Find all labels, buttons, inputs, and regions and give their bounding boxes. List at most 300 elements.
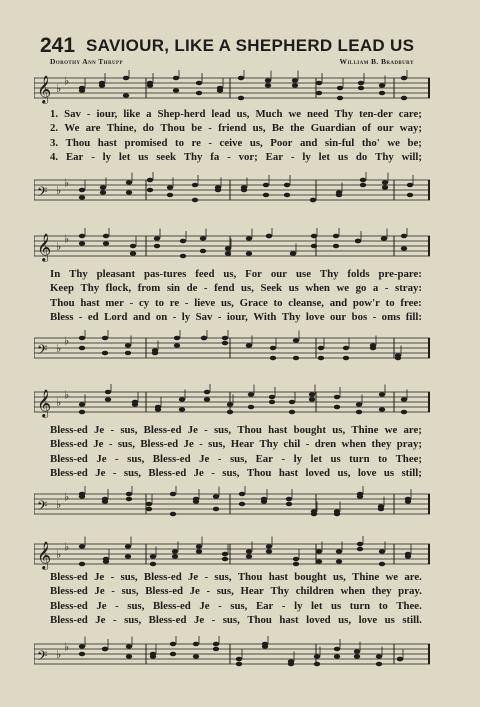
notehead [357, 494, 363, 499]
lyric-syllable: Much [255, 108, 283, 120]
notehead [401, 76, 407, 81]
lyric-syllable: Ear [265, 150, 284, 163]
notehead [125, 544, 131, 549]
notehead [200, 236, 206, 241]
lyric-line [50, 584, 422, 598]
lyric-syllable: to [174, 136, 184, 149]
lyric-syllable: Ear [255, 599, 274, 612]
notehead [79, 644, 85, 649]
notehead [265, 78, 271, 83]
lyric-syllable: us, [338, 613, 352, 626]
notehead [213, 507, 219, 512]
notehead [382, 180, 388, 185]
lyric-syllable: Bless-ed [145, 585, 184, 598]
lyric-syllable: Bless-ed [143, 424, 182, 436]
lyric-syllable: to [378, 599, 388, 612]
notehead [246, 554, 252, 559]
lyric-syllable: - [208, 122, 212, 135]
lyric-syllable: - [208, 136, 213, 149]
notehead [379, 549, 385, 554]
lyric-syllable: ed [87, 310, 99, 323]
lyric-syllable: our [329, 310, 347, 323]
notehead [378, 504, 384, 509]
notehead [102, 336, 108, 341]
lyric-syllable: are [85, 122, 101, 135]
notehead [201, 336, 207, 341]
lyric-line [50, 121, 422, 135]
lyric-syllable: Je [95, 613, 106, 626]
notehead [266, 549, 272, 554]
lyric-syllable: In [50, 268, 61, 280]
lyric-syllable: of [362, 122, 372, 135]
lyric-syllable: pleasant [96, 268, 136, 280]
notehead [266, 544, 272, 549]
lyric-syllable: Thy [319, 268, 339, 280]
notehead [167, 185, 173, 190]
notehead [395, 356, 401, 361]
notehead [125, 351, 131, 356]
lyric-syllable: Je [96, 452, 107, 465]
lyric-syllable: Thee; [395, 452, 422, 465]
lyric-syllable: us [383, 466, 395, 479]
lyric-syllable: us, [252, 122, 266, 135]
lyric-syllable: children [295, 585, 334, 598]
lyric-syllable: turn [349, 452, 370, 465]
treble-clef-icon: 𝄞 [37, 233, 52, 261]
flat-icon: ♭ [56, 498, 62, 511]
notehead [334, 405, 340, 410]
lyric-syllable: lieve [194, 296, 216, 309]
notehead [152, 348, 158, 353]
notehead [405, 552, 411, 557]
lyric-line [50, 267, 422, 281]
notehead [246, 236, 252, 241]
bass-clef-icon: 𝄢 [37, 342, 48, 361]
lyric-syllable: are; [403, 424, 422, 436]
hymn-number: 241 [40, 34, 76, 57]
lyric-syllable: Thine, [106, 122, 137, 135]
notehead [265, 83, 271, 88]
lyric-syllable: Thou [246, 466, 272, 479]
notehead [358, 81, 364, 86]
notehead [222, 557, 228, 562]
notehead [102, 499, 108, 504]
lyric-syllable: us, [241, 282, 254, 295]
lyric-syllable: folds [347, 268, 370, 280]
notehead [79, 336, 85, 341]
notehead [314, 662, 320, 667]
treble-staff [34, 384, 430, 420]
notehead [79, 652, 85, 657]
notehead [293, 356, 299, 361]
notehead [172, 549, 178, 554]
notehead [170, 492, 176, 497]
notehead [270, 356, 276, 361]
bass-clef-icon: 𝄢 [37, 184, 48, 203]
lyric-syllable: they [371, 585, 392, 598]
lyric-syllable: Je [189, 585, 200, 598]
verse-block [50, 423, 422, 480]
lyric-syllable: - [204, 571, 209, 583]
lyric-syllable: For [245, 268, 262, 280]
lyric-syllable: when [305, 282, 330, 295]
flat-icon: ♭ [64, 540, 70, 554]
notehead [132, 402, 138, 407]
lyric-line [50, 570, 422, 584]
notehead [379, 83, 385, 88]
lyric-syllable: pray; [396, 438, 422, 451]
lyric-syllable: we [336, 282, 350, 295]
lyric-syllable: Thy [69, 268, 88, 280]
notehead [225, 246, 231, 251]
lyric-syllable: hast [80, 296, 100, 309]
flat-icon: ♭ [64, 388, 70, 402]
lyric-syllable: feed [195, 268, 215, 280]
lyric-syllable: Thou [65, 136, 91, 149]
notehead [213, 647, 219, 652]
notehead [146, 502, 152, 507]
notehead [180, 239, 186, 244]
notehead [79, 494, 85, 499]
notehead [261, 497, 267, 502]
flat-icon: ♭ [64, 640, 70, 654]
lyric-syllable: sus, [222, 466, 240, 479]
notehead [241, 185, 247, 190]
notehead [293, 557, 299, 562]
lyric-syllable: our [377, 122, 394, 135]
notehead [126, 180, 132, 185]
notehead [397, 657, 403, 662]
lyric-syllable: Be [271, 122, 284, 135]
lyric-syllable: Ear [255, 452, 273, 465]
notehead [333, 234, 339, 239]
lyric-syllable: sus, [229, 452, 248, 465]
notehead [123, 76, 129, 81]
notehead [126, 190, 132, 195]
lyric-syllable: we [384, 424, 398, 436]
lyric-syllable: loved [306, 613, 331, 626]
notehead [125, 554, 131, 559]
lyric-syllable: bought [293, 424, 327, 436]
notehead [270, 346, 276, 351]
lyric-syllable: us, [236, 108, 250, 120]
lyric-syllable: bos [351, 310, 368, 323]
lyric-syllable: from [137, 282, 161, 295]
lyric-syllable: - [111, 585, 115, 598]
lyric-syllable: Thy [80, 282, 100, 295]
lyric-syllable: - [211, 613, 216, 626]
lyric-syllable: - [217, 310, 222, 323]
lyric-syllable: us [384, 613, 395, 626]
lyric-syllable: Bless-ed [143, 571, 182, 583]
notehead [248, 405, 254, 410]
lyric-syllable: - [184, 296, 189, 309]
bass-staff [34, 486, 430, 522]
lyric-syllable: 1. [50, 108, 59, 120]
notehead [407, 183, 413, 188]
lyric-syllable: - [217, 452, 222, 465]
notehead [292, 78, 298, 83]
notehead [343, 346, 349, 351]
lyric-line [50, 599, 422, 613]
flat-icon: ♭ [64, 232, 70, 246]
bass-staff [34, 172, 430, 208]
staff-lines [34, 636, 430, 672]
notehead [343, 356, 349, 361]
notehead [401, 96, 407, 101]
lyric-syllable: Grace [239, 296, 268, 309]
notehead [360, 178, 366, 183]
lyric-syllable: us [138, 150, 149, 163]
lyric-syllable: Je [183, 438, 194, 451]
notehead [379, 91, 385, 96]
notehead [227, 410, 233, 415]
lyric-syllable: a [372, 282, 379, 295]
lyric-syllable: Ear [65, 150, 84, 163]
notehead [147, 81, 153, 86]
notehead [284, 193, 290, 198]
notehead [204, 397, 210, 402]
lyric-syllable: let [118, 150, 131, 163]
notehead [100, 190, 106, 195]
notehead [222, 552, 228, 557]
lyric-syllable: our [270, 268, 288, 280]
lyric-syllable: - [206, 585, 211, 598]
lyric-syllable: ly [181, 310, 191, 323]
notehead [356, 402, 362, 407]
lyric-syllable: us, [249, 136, 263, 149]
lyric-syllable: sus, [230, 599, 248, 612]
lyric-syllable: - [91, 150, 95, 163]
lyric-syllable: sus, [213, 424, 232, 436]
notehead [103, 234, 109, 239]
lyric-syllable: Sav [64, 108, 81, 120]
lyric-syllable: to [154, 296, 164, 309]
bass-clef-icon: 𝄢 [37, 648, 48, 667]
notehead [193, 654, 199, 659]
notehead [239, 502, 245, 507]
notehead [318, 356, 324, 361]
notehead [174, 343, 180, 348]
lyric-syllable: Thy [259, 438, 279, 451]
notehead [336, 549, 342, 554]
lyric-syllable: - [108, 438, 113, 451]
lyric-syllable: love [305, 310, 325, 323]
lyric-syllable: like [123, 108, 141, 120]
lyric-syllable: - [112, 613, 117, 626]
lyric-syllable: sus, [120, 571, 138, 583]
lyric-syllable: vor; [238, 150, 258, 163]
lyric-syllable: Bless-ed [148, 613, 187, 626]
staff-lines [34, 70, 430, 106]
bass-staff [34, 636, 430, 672]
notehead [316, 549, 322, 554]
notehead [311, 234, 317, 239]
bass-clef-icon: 𝄢 [37, 498, 48, 517]
lyric-syllable: hast [97, 136, 117, 149]
notehead [126, 492, 132, 497]
lyric-syllable: do [355, 150, 368, 163]
lyric-syllable: Je [94, 571, 105, 583]
lyric-syllable: - [112, 466, 117, 479]
notehead [311, 512, 317, 517]
notehead [360, 183, 366, 188]
lyric-syllable: Je [96, 599, 107, 612]
notehead [236, 662, 242, 667]
notehead [269, 400, 275, 405]
notehead [401, 410, 407, 415]
lyric-syllable: - [129, 296, 134, 309]
notehead [196, 549, 202, 554]
lyric-syllable: us, [332, 571, 346, 583]
treble-clef-icon: 𝄞 [37, 389, 52, 417]
flat-icon: ♭ [64, 74, 70, 88]
notehead [150, 554, 156, 559]
treble-staff [34, 536, 430, 572]
notehead [293, 562, 299, 567]
notehead [333, 244, 339, 249]
lyric-syllable: - [204, 424, 208, 436]
flat-icon: ♭ [56, 648, 62, 661]
lyric-syllable: love [357, 466, 377, 479]
notehead [196, 544, 202, 549]
lyric-syllable: sus, [127, 452, 145, 465]
lyric-syllable: Bless [50, 310, 74, 323]
lyric-syllable: 3. [50, 136, 59, 149]
lyric-syllable: and [299, 136, 318, 149]
lyric-syllable: - [110, 424, 115, 436]
flat-icon: ♭ [56, 342, 62, 355]
lyric-syllable: - [199, 438, 203, 451]
lyric-syllable: sus, [216, 585, 234, 598]
lyric-syllable: sus, [121, 585, 139, 598]
notehead [150, 562, 156, 567]
lyric-syllable: Thou [160, 122, 185, 135]
lyric-syllable: care; [398, 108, 422, 120]
lyric-syllable: dren [314, 438, 337, 451]
notehead [358, 86, 364, 91]
lyric-syllable: Thy [270, 585, 290, 598]
notehead [263, 193, 269, 198]
lyric-syllable: Bless-ed [50, 424, 88, 436]
lyric-syllable: Je [187, 424, 198, 436]
lyric-syllable: do [142, 122, 155, 135]
notehead [79, 188, 85, 193]
lyric-syllable: Je [193, 466, 204, 479]
lyric-syllable: let [311, 599, 323, 612]
lyric-syllable: Hear [230, 438, 255, 451]
lyric-line [50, 452, 422, 466]
lyric-syllable: ten-der [359, 108, 393, 120]
notehead [102, 647, 108, 652]
notehead [196, 91, 202, 96]
lyric-syllable: 4. [50, 150, 59, 163]
notehead [334, 654, 340, 659]
lyric-syllable: friend [218, 122, 247, 135]
notehead [311, 244, 317, 249]
notehead [309, 392, 315, 397]
lyric-syllable: chil [283, 438, 301, 451]
lyric-line [50, 150, 422, 164]
lyric-syllable: seek [156, 150, 176, 163]
lyric-syllable: the [290, 122, 305, 135]
lyric-syllable: we [385, 571, 399, 583]
notehead [262, 642, 268, 647]
notehead [79, 544, 85, 549]
flat-icon: ♭ [64, 176, 70, 190]
lyric-syllable: are. [404, 571, 422, 583]
lyric-syllable: Thine [352, 571, 380, 583]
lyric-syllable: de [186, 282, 198, 295]
notehead [356, 410, 362, 415]
lyric-syllable: Thee. [396, 599, 422, 612]
notehead [105, 390, 111, 395]
notehead [379, 562, 385, 567]
lyric-syllable: pow'r [352, 296, 380, 309]
notehead [370, 346, 376, 351]
lyric-syllable: - [227, 150, 231, 163]
notehead [334, 647, 340, 652]
lyric-syllable: iour, [96, 108, 118, 120]
lyric-syllable: stray: [395, 282, 422, 295]
lyric-syllable: when [341, 438, 367, 451]
lyric-syllable: hast [268, 424, 288, 436]
lyric-syllable: sus, [222, 613, 240, 626]
notehead [204, 390, 210, 395]
lyric-syllable: to [273, 296, 283, 309]
lyric-syllable: - [384, 282, 389, 295]
notehead [193, 642, 199, 647]
notehead [193, 499, 199, 504]
lyric-syllable: pas-tures [143, 268, 187, 280]
notehead [336, 190, 342, 195]
notehead [200, 249, 206, 254]
notehead [286, 497, 292, 502]
notehead [174, 336, 180, 341]
lyric-syllable: Bless-ed [50, 585, 88, 598]
flat-icon: ♭ [56, 548, 62, 561]
composer-credit: William B. Bradbury [339, 57, 414, 66]
notehead [310, 198, 316, 203]
notehead [130, 251, 136, 256]
lyric-syllable: still. [402, 613, 422, 626]
lyric-syllable: us, [337, 466, 351, 479]
notehead [357, 547, 363, 552]
notehead [213, 642, 219, 647]
notehead [269, 395, 275, 400]
lyric-syllable: Thy [183, 150, 203, 163]
lyric-syllable: us [331, 599, 342, 612]
notehead [79, 195, 85, 200]
hymn-title: SAVIOUR, LIKE A SHEPHERD LEAD US [86, 36, 415, 55]
notehead [126, 654, 132, 659]
treble-staff [34, 228, 430, 264]
lyric-syllable: - [290, 150, 295, 163]
lyric-line [50, 136, 422, 150]
flat-icon: ♭ [64, 490, 70, 504]
notehead [246, 251, 252, 256]
lyric-syllable: us [330, 452, 341, 465]
lyric-syllable: cleanse, [288, 296, 324, 309]
notehead [79, 88, 85, 93]
lyric-syllable: us, [223, 268, 237, 280]
lyric-syllable: will; [401, 150, 422, 163]
lyric-syllable: be [191, 122, 203, 135]
staff-lines [34, 486, 430, 522]
notehead [167, 193, 173, 198]
notehead [180, 254, 186, 259]
lyric-syllable: - [172, 310, 177, 323]
